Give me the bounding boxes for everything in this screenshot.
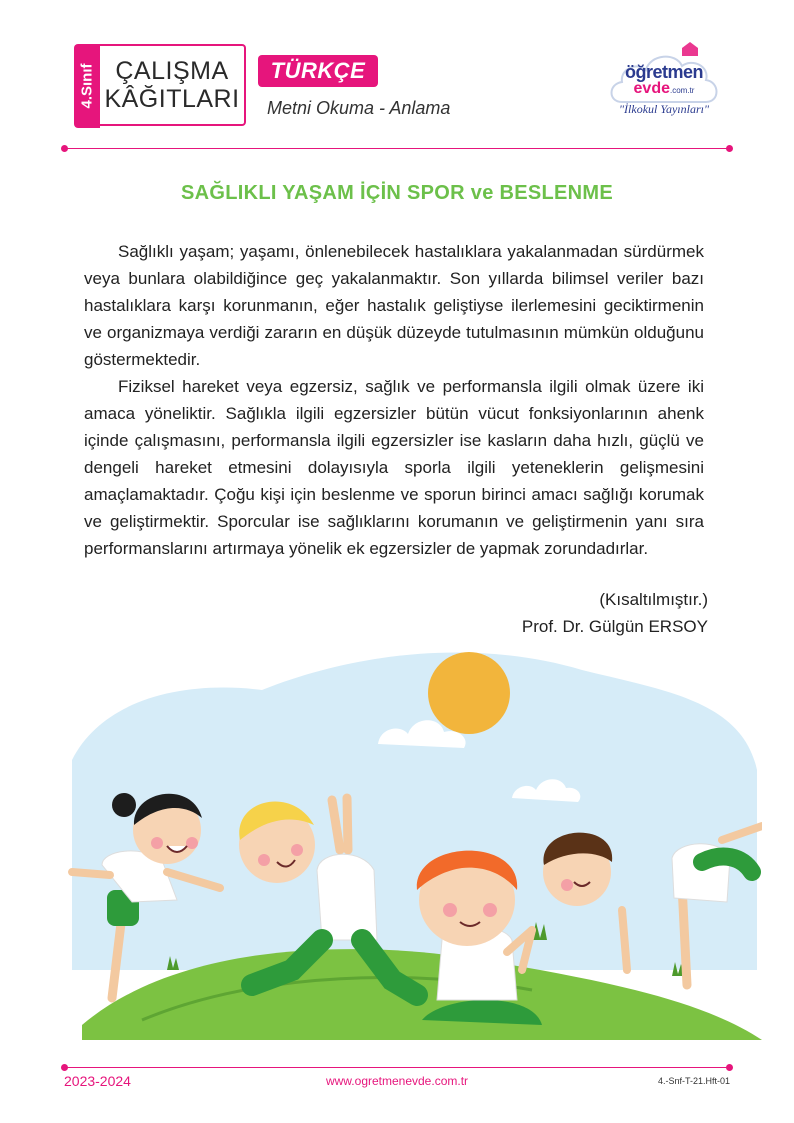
logo-tagline: "İlkokul Yayınları" bbox=[619, 102, 709, 116]
reading-text bbox=[84, 238, 704, 562]
header-divider bbox=[64, 148, 730, 149]
paragraph-1: Sağlıklı yaşam; yaşamı, önlenebilecek hastalıklara yakalanmadan sürdürmek veya bunlara olabildiğince geç yakalanmaktır. Son yıllarda bilimsel veriler bazı hastalıklara karşı korunmanın, eğer hastalık geliştiyse ilerlemesini geciktirmenin ve organizmaya verdiği zararın en düşük düzeyde tutulmasının mümkün olduğunu göstermektedir. bbox=[84, 242, 704, 369]
children-exercising-illustration bbox=[62, 640, 762, 1050]
footer-code: 4.-Snf-T-21.Hft-01 bbox=[657, 1076, 730, 1086]
footer-website-link[interactable]: www.ogretmenevde.com.tr bbox=[325, 1074, 469, 1088]
document-title: SAĞLIKLI YAŞAM İÇİN SPOR ve BESLENME bbox=[181, 182, 613, 204]
subject-label: TÜRKÇE bbox=[270, 58, 366, 83]
abridged-note: (Kısaltılmıştır.) bbox=[599, 590, 708, 609]
divider-dot bbox=[61, 145, 68, 152]
source-note bbox=[522, 586, 708, 640]
logo-word-evde bbox=[612, 80, 716, 98]
divider-dot bbox=[61, 1064, 68, 1071]
publisher-logo bbox=[604, 40, 724, 130]
grade-tab bbox=[74, 44, 100, 128]
logo-word-evde-text: evde bbox=[633, 80, 670, 97]
logo-domain: .com.tr bbox=[670, 86, 695, 95]
subject-badge bbox=[258, 55, 378, 87]
author-name: Prof. Dr. Gülgün ERSOY bbox=[521, 617, 708, 636]
divider-dot bbox=[726, 1064, 733, 1071]
worksheet-title-line1: ÇALIŞMA bbox=[115, 57, 229, 85]
footer bbox=[64, 1073, 730, 1093]
footer-divider bbox=[64, 1067, 730, 1068]
worksheet-title-box bbox=[100, 44, 246, 126]
paragraph-2: Fiziksel hareket veya egzersiz, sağlık ve performansla ilgili olmak üzere iki amaca yöneliktir. Sağlıkla ilgili egzersizler bütün vücut fonksiyonlarının ahenk içinde çalışmasını, performansla ilgili egzersizler ise kasların daha hızlı, güçlü ve dengeli hareket etmesini dolayısıyla sporla ilgili yeteneklerin gelişmesini amaçlamaktadır. Çoğu kişi için beslenme ve sporun birinci amacı sağlığı korumak ve geliştirmektir. Sporcular ise sağlıklarını korumanın ve geliştirmenin yanı sıra performanslarını artırmaya yönelik ek egzersizler de yapmak zorundadırlar. bbox=[84, 377, 704, 558]
worksheet-title-line2: KÂĞITLARI bbox=[104, 85, 240, 113]
divider-dot bbox=[726, 145, 733, 152]
sun-icon bbox=[428, 652, 510, 734]
logo-word-ogretmen: öğretmen bbox=[624, 62, 703, 82]
footer-year: 2023-2024 bbox=[64, 1073, 131, 1089]
topic-label: Metni Okuma - Anlama bbox=[267, 98, 451, 118]
grade-label: 4.Sınıf bbox=[78, 63, 96, 109]
